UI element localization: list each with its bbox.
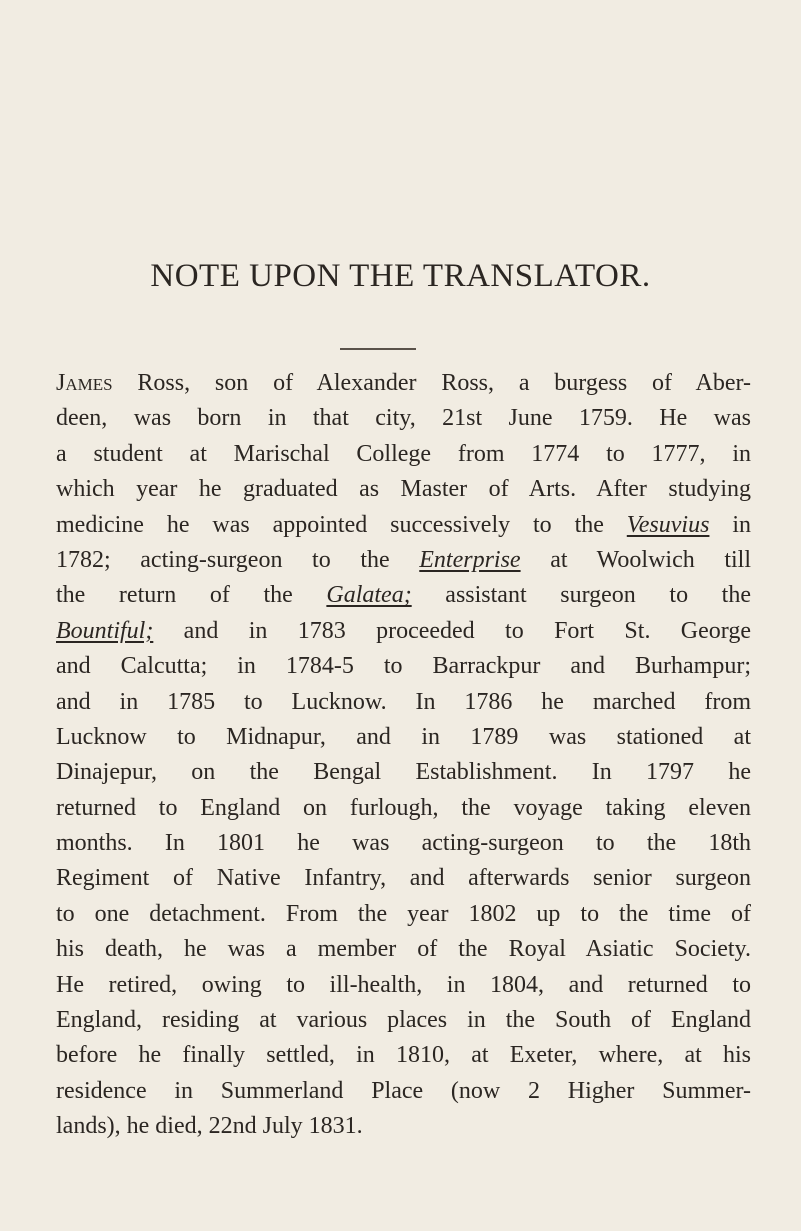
text-line: residence in Summerland Place (now 2 Higher Summer- xyxy=(56,1077,751,1104)
text-line: 1782; acting-surgeon to the Enterprise at Woolwich till xyxy=(56,546,752,573)
ship-name: Galatea; xyxy=(326,582,412,609)
lead-word: James xyxy=(56,370,113,396)
text-line: medicine he was appointed successively to the Vesuvius in xyxy=(56,511,751,538)
text-line: deen, was born in that city, 21st June 1759. He was xyxy=(56,405,751,432)
text-line: months. In 1801 he was acting-surgeon to the 18th xyxy=(56,830,751,857)
ship-name: Vesuvius xyxy=(626,511,710,538)
text-line: returned to England on furlough, the voyage taking eleven xyxy=(56,794,751,821)
text-line: Bountiful; and in 1783 proceeded to Fort St. George xyxy=(56,617,751,644)
text-line: his death, he was a member of the Royal Asiatic Society. xyxy=(56,936,751,963)
text-line: Lucknow to Midnapur, and in 1789 was stationed at xyxy=(56,723,751,750)
text-line: Regiment of Native Infantry, and afterwards senior surgeon xyxy=(56,865,751,892)
text-line: lands), he died, 22nd July 1831. xyxy=(56,1113,363,1140)
text-line: He retired, owing to ill-health, in 1804, and returned to xyxy=(56,971,751,998)
text-line: and Calcutta; in 1784-5 to Barrackpur and Burhampur; xyxy=(56,653,751,680)
body-text xyxy=(56,366,751,1145)
text-line: to one detachment. From the year 1802 up to the time of xyxy=(56,900,751,927)
title-divider xyxy=(340,348,416,350)
text-line: before he finally settled, in 1810, at Exeter, where, at his xyxy=(56,1042,751,1069)
text-line: which year he graduated as Master of Arts. After studying xyxy=(56,476,751,503)
text-line: England, residing at various places in the South of England xyxy=(56,1007,751,1034)
text-line: James Ross, son of Alexander Ross, a burgess of Aber- xyxy=(56,370,751,396)
page-title: NOTE UPON THE TRANSLATOR. xyxy=(150,258,651,294)
ship-name: Enterprise xyxy=(419,546,521,573)
text-line: a student at Marischal College from 1774 to 1777, in xyxy=(56,440,751,467)
text-line: the return of the Galatea; assistant surgeon to the xyxy=(56,582,751,609)
text-line: Dinajepur, on the Bengal Establishment. In 1797 he xyxy=(56,759,751,786)
text-line: and in 1785 to Lucknow. In 1786 he marched from xyxy=(56,688,751,715)
ship-name: Bountiful; xyxy=(56,617,154,644)
